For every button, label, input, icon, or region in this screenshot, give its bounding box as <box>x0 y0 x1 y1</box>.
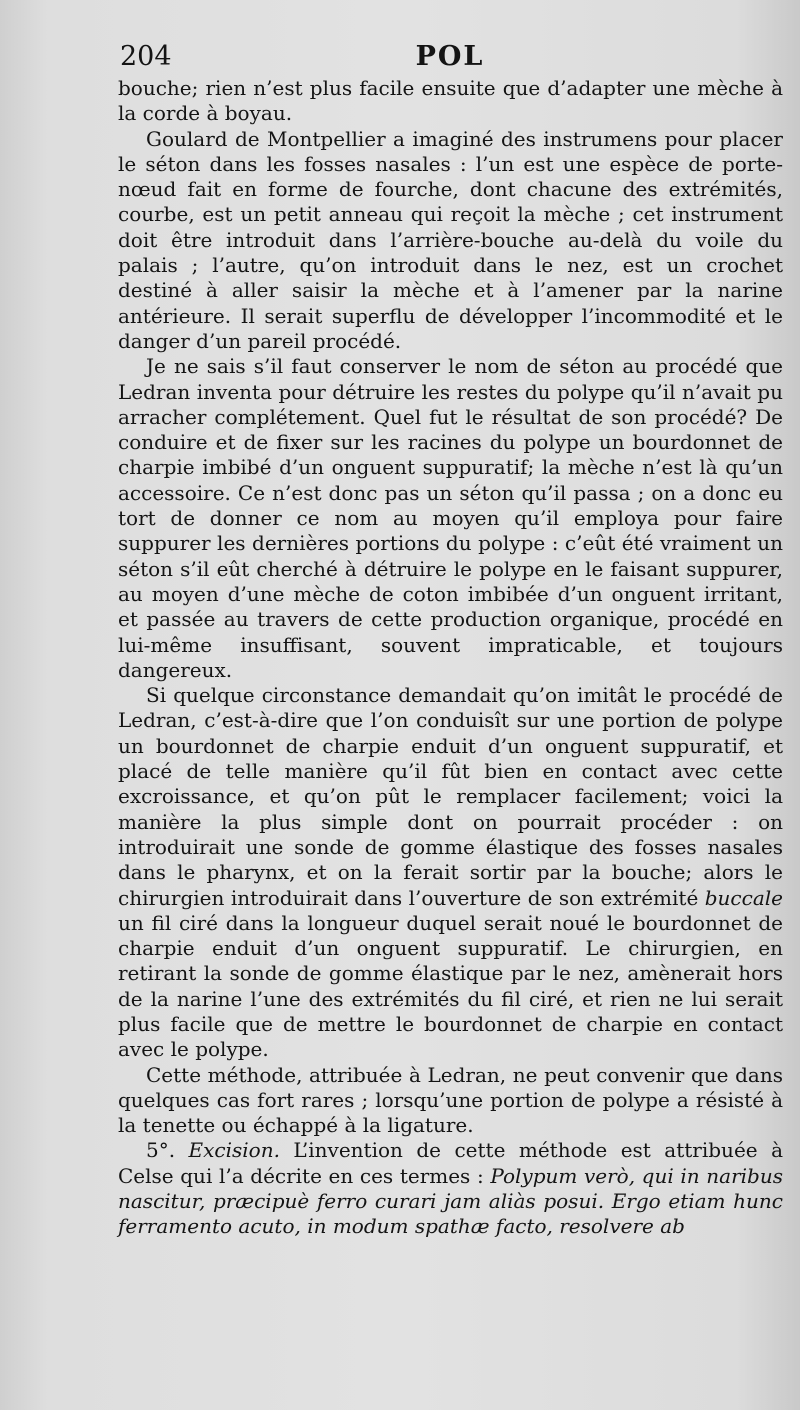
italic-text: Polypum verò, qui in naribus nascitur, præcipuè ferro curari jam aliàs posui. Ergo etiam hunc ferramento acuto, in modum spathæ facto, resolvere ab <box>118 1163 783 1239</box>
page-number: 204 <box>120 41 172 72</box>
text-run: Je ne sais s’il faut conserver le nom de séton au procédé que Ledran inventa pour détruire les restes du polype qu’il n’avait pu arracher complétement. Quel fut le résultat de son procédé? De conduire et de fixer sur les racines du polype un bourdonnet de charpie imbibé d’un onguent suppuratif; la mèche n’est là qu’un accessoire. Ce n’est donc pas un séton qu’il passa ; on a donc eu tort de donner ce nom au moyen qu’il employa pour faire suppurer les dernières portions du polype : c’eût été vraiment un séton s’il eût cherché à détruire le polype en le faisant suppurer, au moyen d’une mèche de coton imbibée d’un onguent irritant, et passée au travers de cette production organique, procédé en lui-même insuffisant, souvent impraticable, et toujours dangereux. <box>118 354 783 682</box>
paragraph <box>118 354 783 683</box>
running-head: POL <box>415 41 485 72</box>
text-run: bouche; rien n’est plus facile ensuite que d’adapter une mèche à la corde à boyau. <box>118 76 783 126</box>
paragraph <box>118 683 783 1062</box>
text-run: Si quelque circonstance demandait qu’on imitât le procédé de Ledran, c’est-à-dire que l’on conduisît sur une portion de polype un bourdonnet de charpie enduit d’un onguent suppuratif, et placé de telle manière qu’il fût bien en contact avec cette excroissance, et qu’on pût le remplacer facilement; voici la manière la plus simple dont on pourrait procéder : on introduirait une sonde de gomme élastique des fosses nasales dans le pharynx, et on la ferait sortir par la bouche; alors le chirurgien introduirait dans l’ouverture de son extrémité <box>118 683 783 910</box>
italic-text: buccale <box>704 885 783 910</box>
text-run: Goulard de Montpellier a imaginé des instrumens pour placer le séton dans les fosses nasales : l’un est une espèce de porte-nœud fait en forme de fourche, dont chacune des extrémités, courbe, est un petit anneau qui reçoit la mèche ; cet instrument doit être introduit dans l’arrière-bouche au-delà du voile du palais ; l’autre, qu’on introduit dans le nez, est un crochet destiné à aller saisir la mèche et à l’amener par la narine antérieure. Il serait superflu de développer l’incommodité et le danger d’un pareil procédé. <box>118 126 783 353</box>
body-text <box>118 76 783 1240</box>
text-run: Cette méthode, attribuée à Ledran, ne peut convenir que dans quelques cas fort rares ; lorsqu’une portion de polype a résisté à la tenette ou échappé à la ligature. <box>118 1062 783 1138</box>
text-run: 5°. <box>146 1138 189 1163</box>
italic-text: Excision. <box>188 1138 280 1163</box>
paragraph <box>118 1138 783 1239</box>
paragraph <box>118 127 783 355</box>
paragraph <box>118 76 783 127</box>
page-header <box>120 38 780 76</box>
text-run: L’invention de cette méthode est attribuée à Celse qui l’a décrite en ces termes : <box>118 1138 783 1188</box>
paragraph <box>118 1063 783 1139</box>
text-run: un fil ciré dans la longueur duquel serait noué le bourdonnet de charpie enduit d’un onguent suppuratif. Le chirurgien, en retirant la sonde de gomme élastique par le nez, amènerait hors de la narine l’une des extrémités du fil ciré, et rien ne lui serait plus facile que de mettre le bourdonnet de charpie en contact avec le polype. <box>118 910 783 1062</box>
